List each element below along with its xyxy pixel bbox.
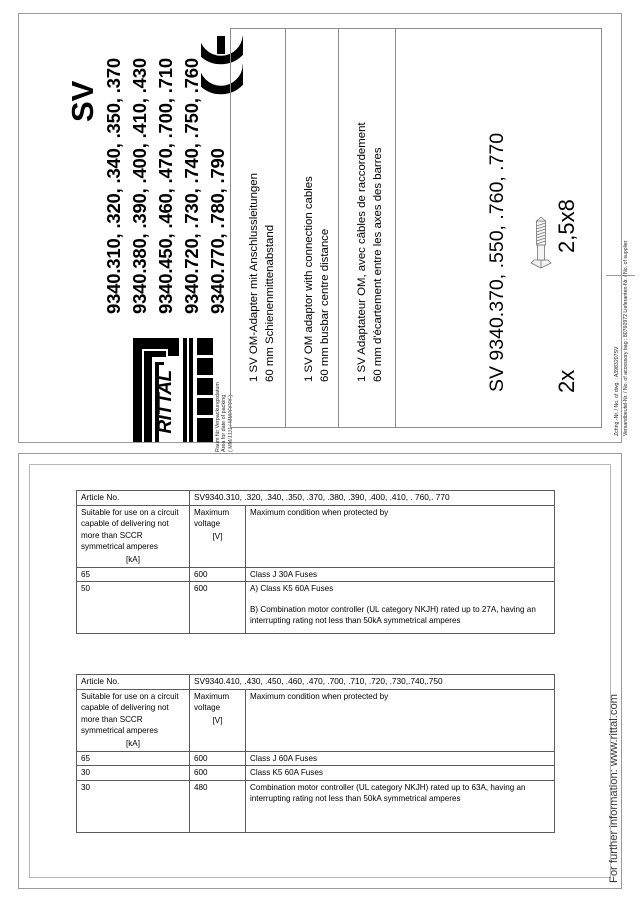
item-text-en <box>302 176 333 382</box>
screw-quantity: 2x <box>554 369 579 393</box>
svg-text:RITTAL: RITTAL <box>155 370 176 434</box>
label-left-zone <box>19 14 234 452</box>
table-row <box>77 582 555 634</box>
sccr-description-text: Suitable for use on a circuit capable of delivering not more than SCCR symmetrical amperes <box>81 691 179 736</box>
table-row-article-header <box>77 675 555 690</box>
cell-condition: Combination motor controller (UL category NKJH) rated up to 63A, having an interrupting rating not less than 50kA symmetrical amperes <box>246 780 555 832</box>
item-line-2: 60 mm busbar centre distance <box>318 228 331 382</box>
cell-condition: B) Combination motor controller (UL category NKJH) rated up to 27A, having an interrupting rating not less than 50kA symmetrical amperes <box>250 604 536 626</box>
cell-condition: Class J 30A Fuses <box>246 567 555 582</box>
item-line-1: 1 SV OM adaptor with connection cables <box>303 176 315 382</box>
cell-voltage: 600 <box>190 751 246 766</box>
table-row-column-headers <box>77 505 555 567</box>
sccr-description-text: Suitable for use on a circuit capable of delivering not more than SCCR symmetrical amperes <box>81 507 179 552</box>
article-number-list <box>19 14 228 314</box>
sccr-description-header <box>77 505 190 567</box>
item-line-1: 1 SV OM-Adapter mit Anschlussleitungen <box>248 173 260 382</box>
article-no-value: SV9340.310, .320, .340, .350, .370, .380, .390, .400, .410, . 760,. 770 <box>190 491 555 506</box>
cell-voltage: 600 <box>190 582 246 634</box>
table-row <box>77 567 555 582</box>
further-information-note: For further information: www.rittal.com <box>608 694 620 883</box>
label-item-cell-de <box>231 29 286 427</box>
max-condition-header: Maximum condition when protected by <box>246 505 555 567</box>
item-line-2: 60 mm d'écartement entre les axes des barres <box>371 147 384 382</box>
drawing-number: Zchng.-Nr. / No. of dwg. : A3983207SV <box>614 346 620 436</box>
label-content-grid <box>230 28 602 428</box>
label-footer-strip <box>603 28 639 444</box>
cell-condition-list <box>246 582 555 634</box>
cell-ka: 65 <box>77 567 190 582</box>
part-reference: SV 9340.370, .550, .760, .770 <box>486 132 508 392</box>
max-voltage-text: Maximum voltage <box>194 691 230 713</box>
label-item-cell-fr <box>339 29 396 427</box>
item-line-2: 60 mm Schienenmittenabstand <box>263 224 276 382</box>
sccr-table-2 <box>76 674 555 833</box>
article-number-line: 9340.720, .730, .740, .750, .760 <box>181 58 202 314</box>
screw-size: 2,5x8 <box>554 199 579 253</box>
label-parts-cell <box>396 29 603 427</box>
table-row <box>77 766 555 781</box>
sccr-description-unit: [kA] <box>126 738 140 748</box>
table-row <box>77 751 555 766</box>
item-text-fr <box>355 122 386 382</box>
article-no-label: Article No. <box>77 675 190 690</box>
cell-condition: Class K5 60A Fuses <box>246 766 555 781</box>
article-no-value: SV9340.410, .430, .450, .460, .470, .700, .710, .720, .730,.740,.750 <box>190 675 555 690</box>
spec-inner-frame <box>29 464 620 883</box>
table-row <box>77 780 555 832</box>
screw-icon <box>528 215 554 271</box>
item-text-de <box>247 173 278 382</box>
max-voltage-unit: [V] <box>212 715 223 725</box>
max-voltage-header <box>190 505 246 567</box>
cell-ka: 50 <box>77 582 190 634</box>
cell-ka: 30 <box>77 780 190 832</box>
cell-voltage: 600 <box>190 766 246 781</box>
cell-condition: Class J 60A Fuses <box>246 751 555 766</box>
cell-voltage: 480 <box>190 780 246 832</box>
article-number-line: 9340.770, .780, .790 <box>207 148 228 314</box>
sccr-table-1 <box>76 490 555 634</box>
cell-voltage: 600 <box>190 567 246 582</box>
spec-panel <box>18 453 622 889</box>
accessory-bag-and-supplier: Versandbeutel-Nr. / No. of accessory bag : 80760972 Lieferanten-Nr. / No. of supplier <box>623 240 629 436</box>
packing-note-line: Raum für Verpackungsdatum <box>215 382 221 452</box>
packing-label-panel <box>18 13 629 452</box>
article-no-label: Article No. <box>77 491 190 506</box>
rittal-logo <box>131 332 215 444</box>
max-condition-header: Maximum condition when protected by <box>246 689 555 751</box>
article-number-line: 9340.310, .320, .340, .350, .370 <box>103 58 124 314</box>
table-row-column-headers <box>77 689 555 751</box>
packing-note-line: Area for date of packing <box>221 394 228 452</box>
series-title: SV <box>65 80 100 122</box>
max-voltage-header <box>190 689 246 751</box>
table-row-article-header <box>77 491 555 506</box>
cell-ka: 65 <box>77 751 190 766</box>
sccr-description-header <box>77 689 190 751</box>
article-number-line: 9340.380, .390, .400, .410, .430 <box>129 58 150 314</box>
sccr-description-unit: [kA] <box>126 554 140 564</box>
cell-ka: 30 <box>77 766 190 781</box>
item-line-1: 1 SV Adaptateur OM, avec câbles de raccordement <box>356 122 368 382</box>
article-number-line: 9340.450, .460, .470, .700, .710 <box>155 58 176 314</box>
max-voltage-unit: [V] <box>212 531 223 541</box>
packing-note-line: ( MM/JJJJ / MM/YYYY ) <box>227 394 234 452</box>
footer-divider <box>606 275 635 276</box>
max-voltage-text: Maximum voltage <box>194 507 230 529</box>
cell-condition: A) Class K5 60A Fuses <box>250 584 334 594</box>
label-item-cell-en <box>286 29 339 427</box>
